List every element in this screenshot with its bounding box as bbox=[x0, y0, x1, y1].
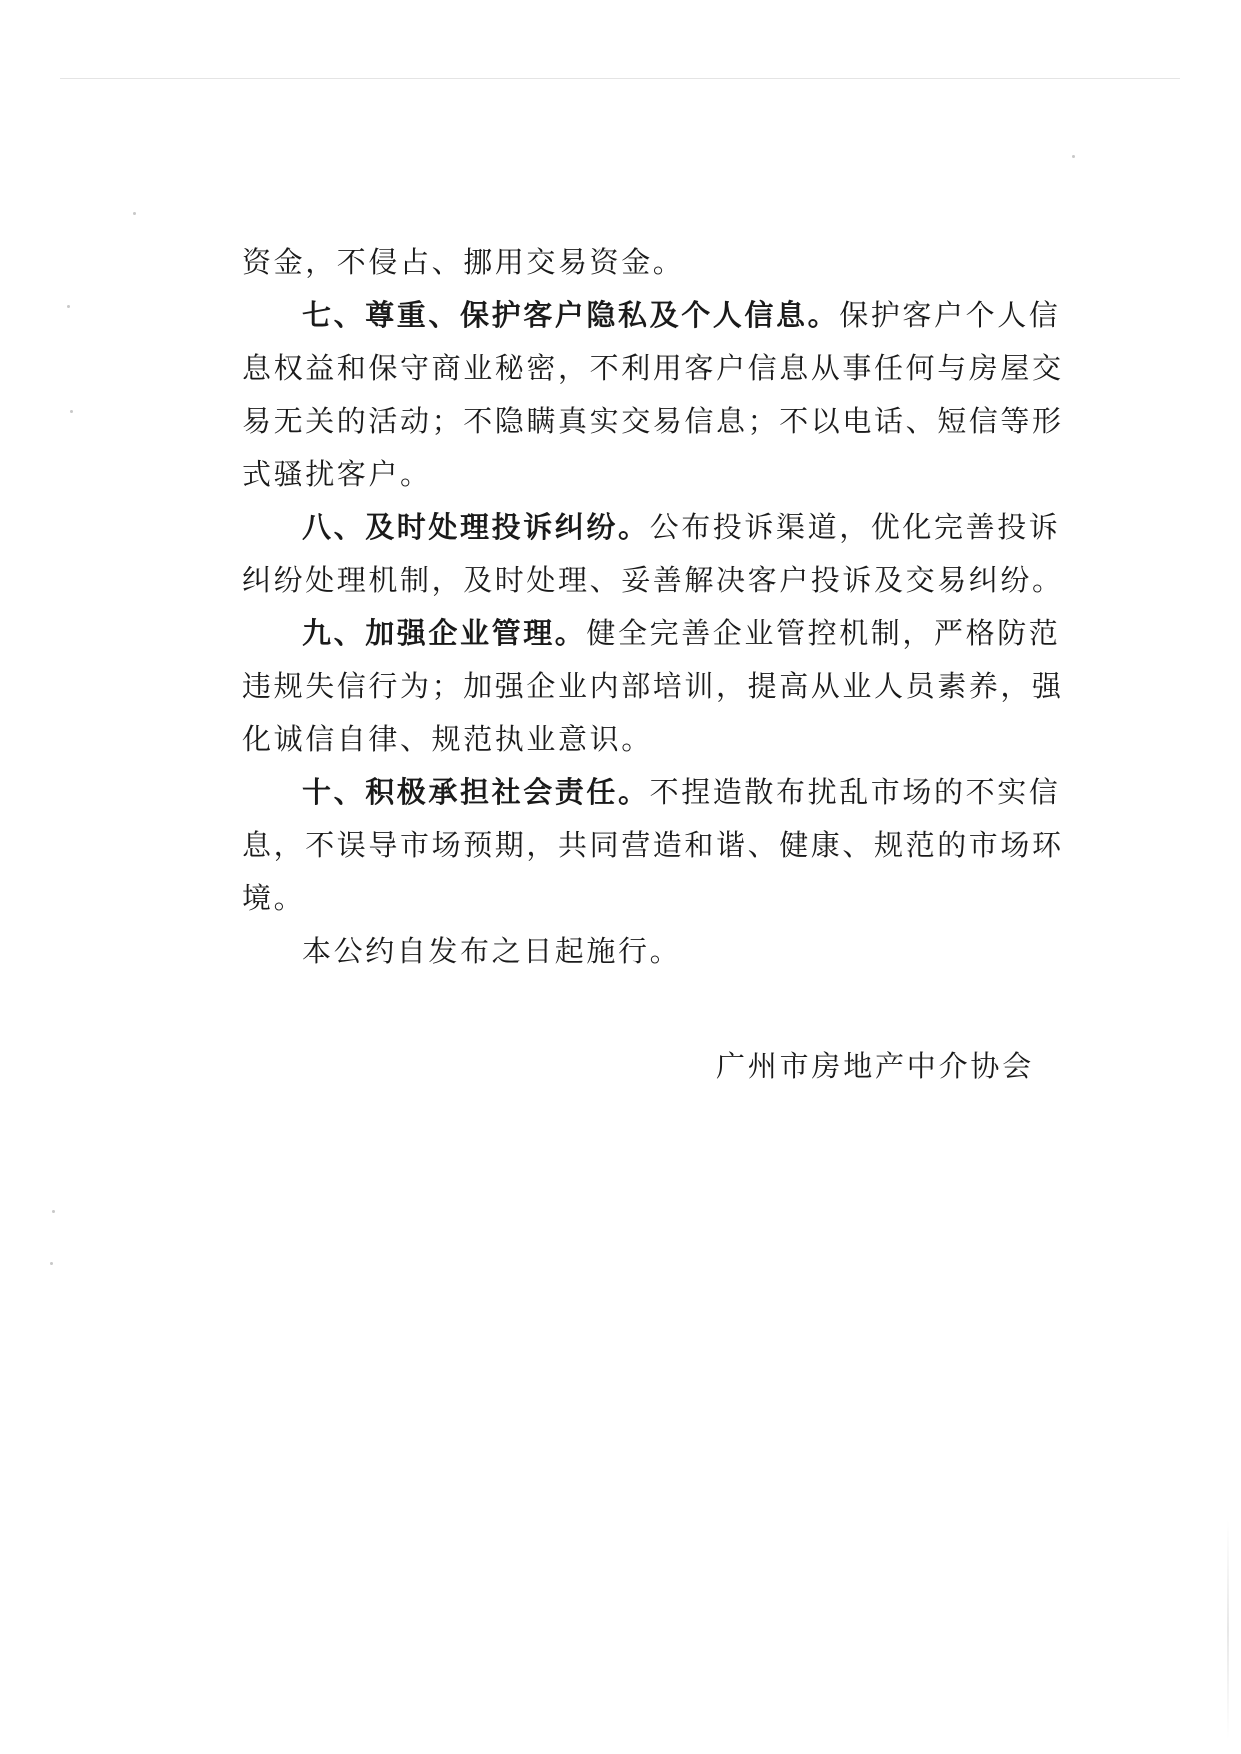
section-text: 不捏造散布扰乱市场的不实信 bbox=[649, 775, 1061, 809]
paragraph-line bbox=[242, 766, 1061, 819]
section-heading: 九、加强企业管理。 bbox=[302, 616, 587, 650]
scan-edge-shadow bbox=[1227, 1520, 1229, 1740]
closing-line: 本公约自发布之日起施行。 bbox=[302, 934, 682, 968]
scan-speck bbox=[70, 410, 73, 413]
scan-speck bbox=[50, 1262, 53, 1265]
paragraph-line: 违规失信行为；加强企业内部培训，提高从业人员素养，强 bbox=[242, 669, 1064, 703]
paragraph-line: 易无关的活动；不隐瞒真实交易信息；不以电话、短信等形 bbox=[242, 404, 1064, 438]
paragraph-line: 息，不误导市场预期，共同营造和谐、健康、规范的市场环 bbox=[242, 828, 1064, 862]
section-text: 健全完善企业管控机制，严格防范 bbox=[586, 616, 1061, 650]
scan-speck bbox=[1072, 155, 1075, 158]
paragraph-line: 境。 bbox=[242, 881, 306, 915]
paragraph-line: 资金，不侵占、挪用交易资金。 bbox=[242, 245, 685, 279]
scan-speck bbox=[52, 1210, 55, 1213]
paragraph-line: 式骚扰客户。 bbox=[242, 457, 432, 491]
paragraph-line: 化诚信自律、规范执业意识。 bbox=[242, 722, 653, 756]
paragraph-line bbox=[242, 501, 1061, 554]
paragraph-line: 纠纷处理机制，及时处理、妥善解决客户投诉及交易纠纷。 bbox=[242, 563, 1064, 597]
paragraph-line bbox=[242, 289, 1061, 342]
body-text bbox=[242, 236, 1064, 978]
paragraph-line bbox=[242, 607, 1061, 660]
section-text: 保护客户个人信 bbox=[839, 298, 1061, 332]
scan-speck bbox=[133, 212, 136, 215]
section-text: 公布投诉渠道，优化完善投诉 bbox=[649, 510, 1061, 544]
section-heading: 十、积极承担社会责任。 bbox=[302, 775, 650, 809]
section-heading: 七、尊重、保护客户隐私及个人信息。 bbox=[302, 298, 840, 332]
section-heading: 八、及时处理投诉纠纷。 bbox=[302, 510, 650, 544]
scan-speck bbox=[67, 305, 70, 308]
scan-edge-line bbox=[60, 78, 1180, 79]
paragraph-line: 息权益和保守商业秘密，不利用客户信息从事任何与房屋交 bbox=[242, 351, 1064, 385]
signature: 广州市房地产中介协会 bbox=[716, 1049, 1035, 1083]
